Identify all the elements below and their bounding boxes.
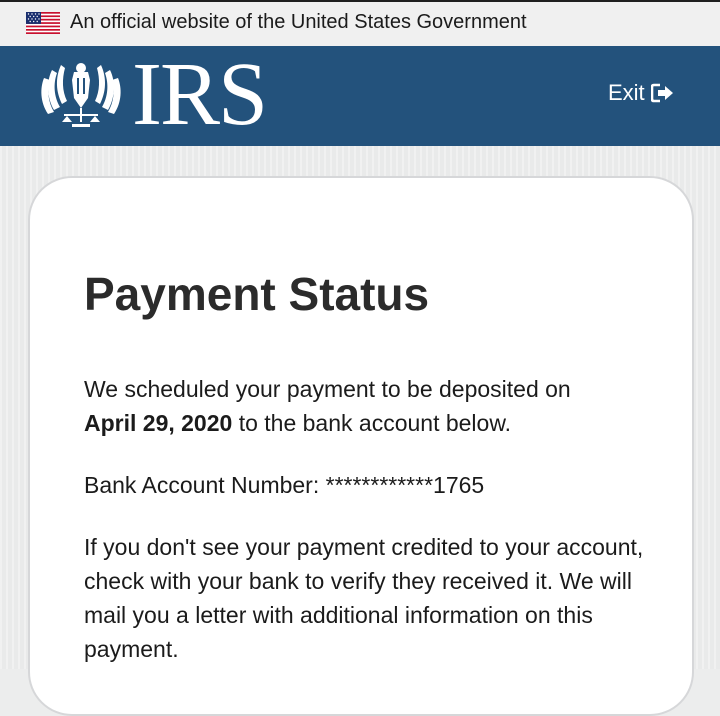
payment-notice-text: If you don't see your payment credited to your account, check with your bank to verify they received it. We will mail you a letter with additional information on this payment. [84, 534, 644, 662]
bank-account-label: Bank Account Number: [84, 472, 320, 498]
bank-account-line [84, 468, 664, 502]
irs-eagle-icon[interactable] [36, 58, 126, 134]
irs-wordmark[interactable]: IRS [132, 45, 267, 144]
bank-account-number: ************1765 [325, 472, 485, 498]
exit-arrow-icon [651, 83, 675, 103]
us-flag-icon [26, 12, 60, 34]
scheduled-prefix: We scheduled your payment to be deposited on [84, 376, 571, 402]
exit-button[interactable] [608, 78, 675, 108]
exit-label: Exit [608, 80, 645, 105]
gov-banner [0, 2, 720, 46]
page-title: Payment Status [84, 268, 430, 320]
scheduled-suffix: to the bank account below. [238, 410, 512, 436]
gov-banner-text: An official website of the United States Government [70, 11, 527, 33]
deposit-date: April 29, 2020 [84, 410, 233, 436]
site-header [0, 46, 720, 146]
scheduled-deposit-text [84, 372, 664, 440]
